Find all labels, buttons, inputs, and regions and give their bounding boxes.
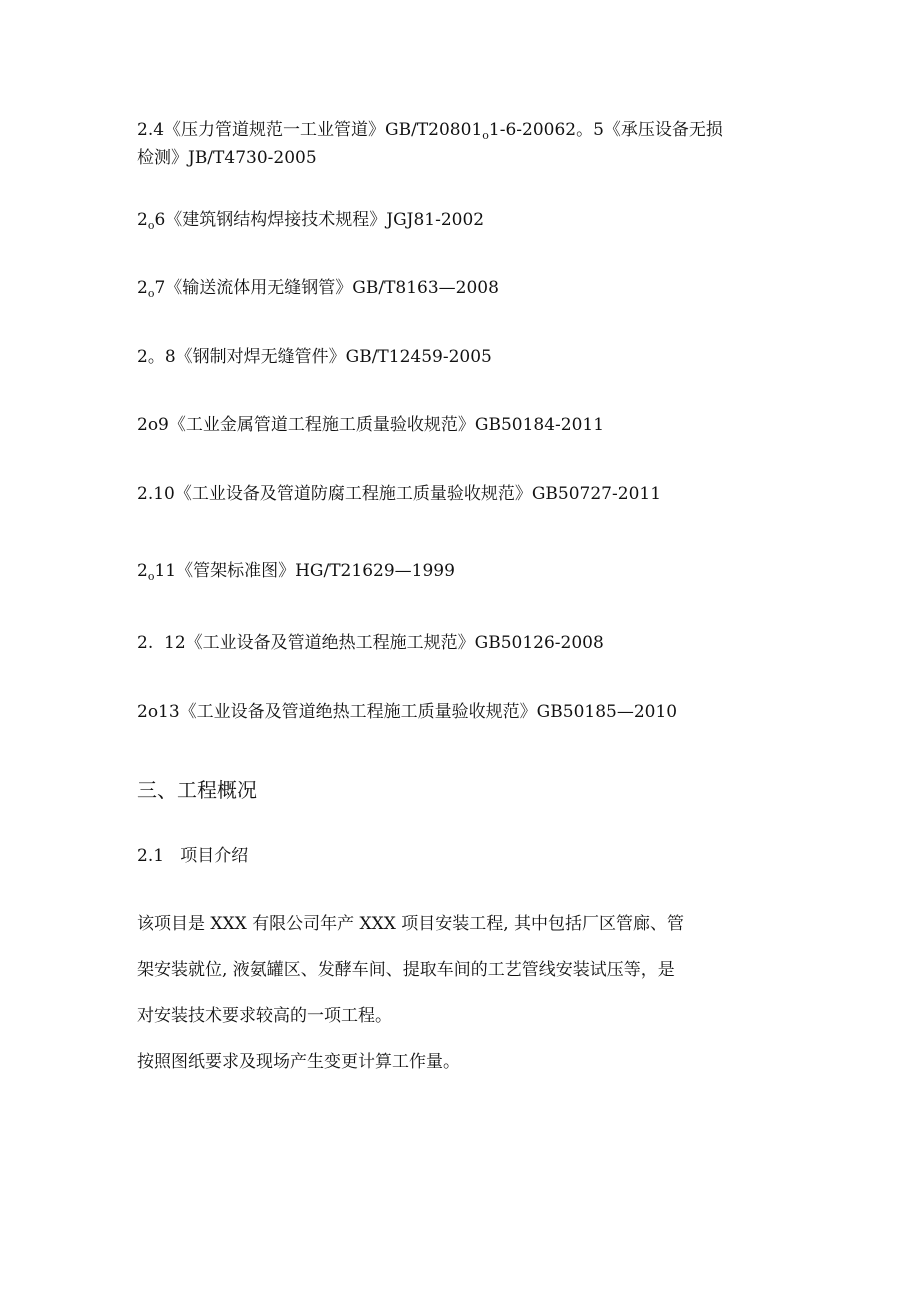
reference-number: 2 [137,561,148,581]
reference-text: 2.4《压力管道规范一工业管道》GB/T20801 [137,120,483,140]
section-heading: 三、工程概况 [137,778,257,802]
workload-note: 按照图纸要求及现场产生变更计算工作量。 [137,1052,460,1072]
reference-2-7 [137,276,499,302]
subscript-mark: o [147,287,155,300]
reference-number: 2 [137,210,148,230]
reference-2-11 [137,559,455,585]
subscript-mark: o [147,219,155,232]
reference-2-4-line2: 检测》JB/T4730-2005 [137,148,317,168]
reference-2-6 [137,208,484,234]
reference-2-9: 2o9《工业金属管道工程施工质量验收规范》GB50184-2011 [137,415,605,435]
reference-text: 11《管架标准图》HG/T21629—1999 [154,561,455,581]
reference-2-4-line1 [137,118,723,144]
reference-2-13: 2o13《工业设备及管道绝热工程施工质量验收规范》GB50185—2010 [137,702,678,722]
reference-text: 7《输送流体用无缝钢管》GB/T8163—2008 [154,278,499,298]
subsection-heading: 2.1 项目介绍 [137,846,249,866]
reference-number: 2 [137,278,148,298]
reference-text: 1-6-20062。5《承压设备无损 [488,120,723,140]
reference-text: 6《建筑钢结构焊接技术规程》JGJ81-2002 [154,210,485,230]
intro-paragraph-line3: 对安装技术要求较高的一项工程。 [137,1006,392,1026]
reference-2-12: 2. 12《工业设备及管道绝热工程施工规范》GB50126-2008 [137,633,604,653]
reference-2-8: 2。8《钢制对焊无缝管件》GB/T12459-2005 [137,347,492,367]
intro-paragraph-line1: 该项目是 XXX 有限公司年产 XXX 项目安装工程, 其中包括厂区管廊、管 [137,914,685,934]
reference-2-10: 2.10《工业设备及管道防腐工程施工质量验收规范》GB50727-2011 [137,484,662,504]
subscript-mark: o [482,129,489,142]
subscript-mark: o [147,570,155,583]
intro-paragraph-line2: 架安装就位, 液氨罐区、发酵车间、提取车间的工艺管线安装试压等，是 [137,960,675,980]
